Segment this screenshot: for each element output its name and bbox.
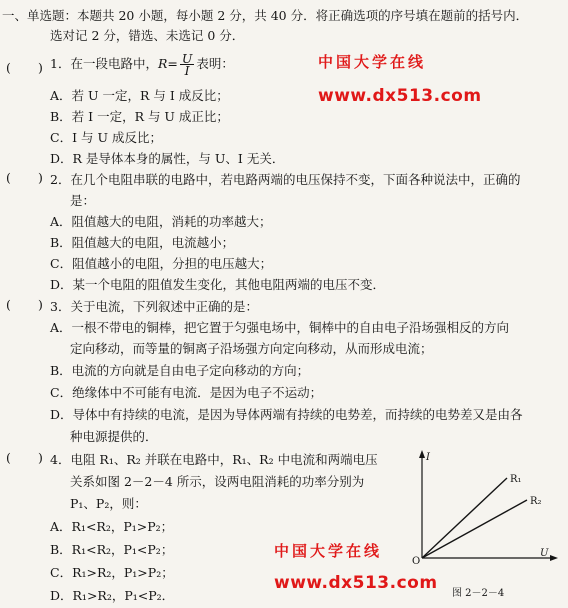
answer-paren-close: ) bbox=[38, 450, 43, 465]
question-number: 2． bbox=[50, 172, 71, 187]
option-a-continued: 定向移动，而等量的铜离子沿场强方向定向移动，从而形成电流； bbox=[70, 341, 433, 356]
option-c: C．I 与 U 成反比； bbox=[50, 130, 162, 145]
watermark-text: 中国大学在线 bbox=[318, 53, 427, 71]
x-axis-label: U bbox=[540, 548, 549, 559]
option-d: D．R 是导体本身的属性，与 U、I 无关． bbox=[50, 151, 285, 166]
y-axis-label: I bbox=[426, 452, 430, 463]
option-b: B．电流的方向就是自由电子定向移动的方向； bbox=[50, 363, 310, 378]
answer-paren-open: ( bbox=[6, 450, 11, 465]
y-axis-arrow bbox=[419, 450, 425, 458]
question-4-stem-continued: 关系如图 2－2－4 所示，设两电阻消耗的功率分别为 bbox=[70, 474, 365, 489]
question-4-stem bbox=[50, 450, 378, 468]
option-a: A．阻值越大的电阻，消耗的功率越大； bbox=[50, 214, 272, 229]
figure-caption: 图 2－2－4 bbox=[452, 588, 505, 599]
option-d: D．导体中有持续的电流，是因为导体两端有持续的电势差，而持续的电势差又是由各 bbox=[50, 407, 523, 422]
question-4-stem-continued-2: P₁、P₂，则： bbox=[70, 496, 147, 511]
question-2-stem bbox=[50, 170, 520, 188]
option-d-continued: 种电源提供的． bbox=[70, 429, 158, 444]
x-axis-arrow bbox=[550, 555, 558, 561]
answer-paren-open: ( bbox=[6, 170, 11, 185]
question-1-stem bbox=[50, 53, 234, 76]
formula-numerator: U bbox=[181, 51, 193, 66]
option-d: D．R₁>R₂，P₁<P₂． bbox=[50, 588, 175, 603]
question-2-stem-continued: 是： bbox=[70, 193, 96, 208]
formula-fraction bbox=[180, 53, 195, 76]
option-c: C．阻值越小的电阻，分担的电压越大； bbox=[50, 256, 273, 271]
formula-denominator: I bbox=[184, 63, 190, 78]
option-b: B．阻值越大的电阻，电流越小； bbox=[50, 235, 235, 250]
answer-paren-close: ) bbox=[38, 170, 43, 185]
section-heading: 一、单选题：本题共 20 小题，每小题 2 分，共 40 分．将正确选项的序号填在题前的括号内． bbox=[2, 8, 529, 23]
question-number: 3． bbox=[50, 299, 71, 314]
line-r2-label: R₂ bbox=[530, 496, 542, 507]
answer-paren-close: ) bbox=[38, 60, 43, 75]
question-number: 4． bbox=[50, 452, 71, 467]
stem-text-end: 表明： bbox=[196, 56, 234, 71]
option-a: A．R₁<R₂，P₁>P₂； bbox=[50, 519, 174, 534]
option-a: A．若 U 一定，R 与 I 成反比； bbox=[50, 88, 229, 103]
option-c: C．绝缘体中不可能有电流．是因为电子不运动； bbox=[50, 385, 323, 400]
origin-label: O bbox=[412, 556, 421, 567]
watermark-text: 中国大学在线 bbox=[274, 542, 383, 560]
section-heading-continued: 选对记 2 分，错选、未选记 0 分． bbox=[50, 28, 245, 43]
formula-lhs: R= bbox=[157, 56, 178, 71]
stem-text: 在几个电阻串联的电路中，若电路两端的电压保持不变，下面各种说法中，正确的 bbox=[70, 172, 521, 187]
answer-paren-open: ( bbox=[6, 297, 11, 312]
question-3-stem bbox=[50, 297, 258, 315]
option-c: C．R₁>R₂，P₁>P₂； bbox=[50, 565, 174, 580]
question-number: 1． bbox=[50, 56, 71, 71]
answer-paren-close: ) bbox=[38, 297, 43, 312]
stem-text: 电阻 R₁、R₂ 并联在电路中，R₁、R₂ 中电流和两端电压 bbox=[70, 452, 378, 467]
answer-paren-open: ( bbox=[6, 60, 11, 75]
stem-text: 关于电流，下列叙述中正确的是： bbox=[70, 299, 258, 314]
option-a: A．一根不带电的铜棒，把它置于匀强电场中，铜棒中的自由电子沿场强相反的方向 bbox=[50, 320, 510, 335]
stem-text: 在一段电路中， bbox=[70, 56, 158, 71]
option-b: B．若 I 一定，R 与 U 成正比； bbox=[50, 109, 229, 124]
option-b: B．R₁<R₂，P₁<P₂； bbox=[50, 542, 174, 557]
option-d: D．某一个电阻的阻值发生变化，其他电阻两端的电压不变． bbox=[50, 277, 386, 292]
line-r1-label: R₁ bbox=[510, 474, 522, 485]
watermark-url: www.dx513.com bbox=[318, 86, 482, 106]
watermark-url: www.dx513.com bbox=[274, 573, 438, 593]
